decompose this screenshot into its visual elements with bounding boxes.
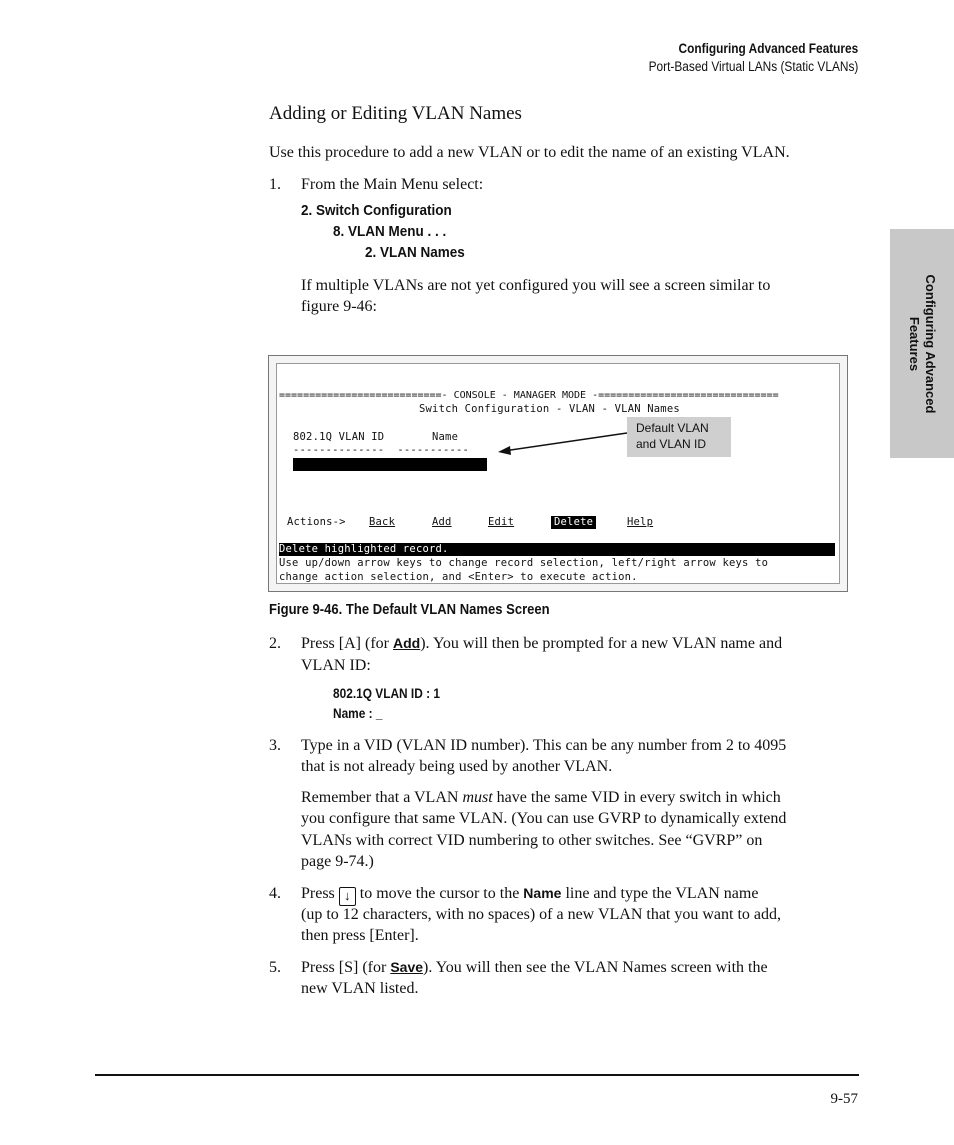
prompt-vlan-id: 802.1Q VLAN ID : 1 [333, 686, 440, 701]
footer-rule [95, 1074, 859, 1076]
section-title: Adding or Editing VLAN Names [269, 103, 522, 124]
figure-console-screen [268, 355, 848, 592]
intro-paragraph: Use this procedure to add a new VLAN or to edit the name of an existing VLAN. [269, 144, 790, 161]
step-3-note-line-2: you configure that same VLAN. (You can use GVRP to dynamically extend [301, 810, 787, 827]
step-4-line-2: (up to 12 characters, with no spaces) of a new VLAN that you want to add, [301, 906, 782, 923]
terminal-banner: ===========================- CONSOLE - MANAGER MODE -============================== [279, 390, 779, 401]
menu-path-item-3: 2. VLAN Names [365, 244, 465, 261]
step-3-note-line-1: Remember that a VLAN must have the same VID in every switch in which [301, 789, 781, 806]
step-3-line-1: Type in a VID (VLAN ID number). This can be any number from 2 to 4095 [301, 737, 787, 754]
step-1-note-line-2: figure 9-46: [301, 298, 377, 315]
terminal-screen-title: Switch Configuration - VLAN - VLAN Names [419, 403, 680, 415]
running-header-section: Port-Based Virtual LANs (Static VLANs) [648, 59, 858, 74]
callout-default-vlan: Default VLAN and VLAN ID [627, 417, 731, 457]
column-rule: -------------- ----------- [293, 444, 470, 456]
step-1-note-line-1: If multiple VLANs are not yet configured you will see a screen similar to [301, 277, 771, 294]
step-2-text: Press [A] (for Add). You will then be prompted for a new VLAN name and [301, 635, 783, 652]
terminal-screen [276, 363, 840, 584]
step-3-line-2: that is not already being used by another VLAN. [301, 758, 613, 775]
page-number: 9-57 [830, 1091, 858, 1107]
step-4-number: 4. [269, 885, 281, 902]
help-line-2: change action selection, and <Enter> to execute action. [279, 571, 638, 583]
step-1-number: 1. [269, 176, 281, 193]
step-5-line-1: Press [S] (for Save). You will then see the VLAN Names screen with the [301, 959, 768, 976]
table-row-default-vlan[interactable] [293, 458, 487, 483]
row-vlan-id: 1 [332, 471, 339, 483]
step-1-text: From the Main Menu select: [301, 176, 484, 193]
step-4-line-1: Press ↓ to move the cursor to the Name line and type the VLAN name [301, 883, 758, 906]
side-tab-label: Configuring Advanced Features [907, 274, 938, 413]
action-add[interactable]: Add [432, 516, 452, 528]
callout-arrow [490, 425, 630, 460]
step-2-number: 2. [269, 635, 281, 652]
key-save: Save [390, 959, 424, 975]
figure-caption: Figure 9-46. The Default VLAN Names Screen [269, 602, 550, 618]
column-header-name: Name [432, 431, 459, 443]
running-header-chapter: Configuring Advanced Features [678, 41, 858, 56]
down-arrow-key-icon: ↓ [339, 887, 356, 906]
status-bar: Delete highlighted record. [279, 543, 835, 556]
action-help[interactable]: Help [627, 516, 654, 528]
menu-path-item-1: 2. Switch Configuration [301, 202, 452, 219]
step-2-text-line-2: VLAN ID: [301, 657, 371, 674]
step-4-line-3: then press [Enter]. [301, 927, 419, 944]
step-5-number: 5. [269, 959, 281, 976]
action-delete[interactable]: Delete [551, 516, 596, 529]
chapter-side-tab [890, 229, 954, 458]
action-back[interactable]: Back [369, 516, 396, 528]
field-name-label: Name [523, 885, 562, 901]
row-vlan-name: DEFAULT_VLAN [404, 471, 483, 483]
actions-label: Actions-> [287, 516, 346, 528]
help-line-1: Use up/down arrow keys to change record selection, left/right arrow keys to [279, 557, 769, 569]
menu-path-item-2: 8. VLAN Menu . . . [333, 223, 447, 240]
action-edit[interactable]: Edit [488, 516, 515, 528]
key-add: Add [392, 635, 421, 651]
step-3-number: 3. [269, 737, 281, 754]
column-header-vlan-id: 802.1Q VLAN ID [293, 431, 385, 443]
prompt-name: Name : _ [333, 706, 383, 721]
step-3-note-line-3: VLANs with correct VID numbering to other switches. See “GVRP” on [301, 832, 763, 849]
step-5-line-2: new VLAN listed. [301, 980, 419, 997]
step-3-note-line-4: page 9-74.) [301, 853, 374, 870]
